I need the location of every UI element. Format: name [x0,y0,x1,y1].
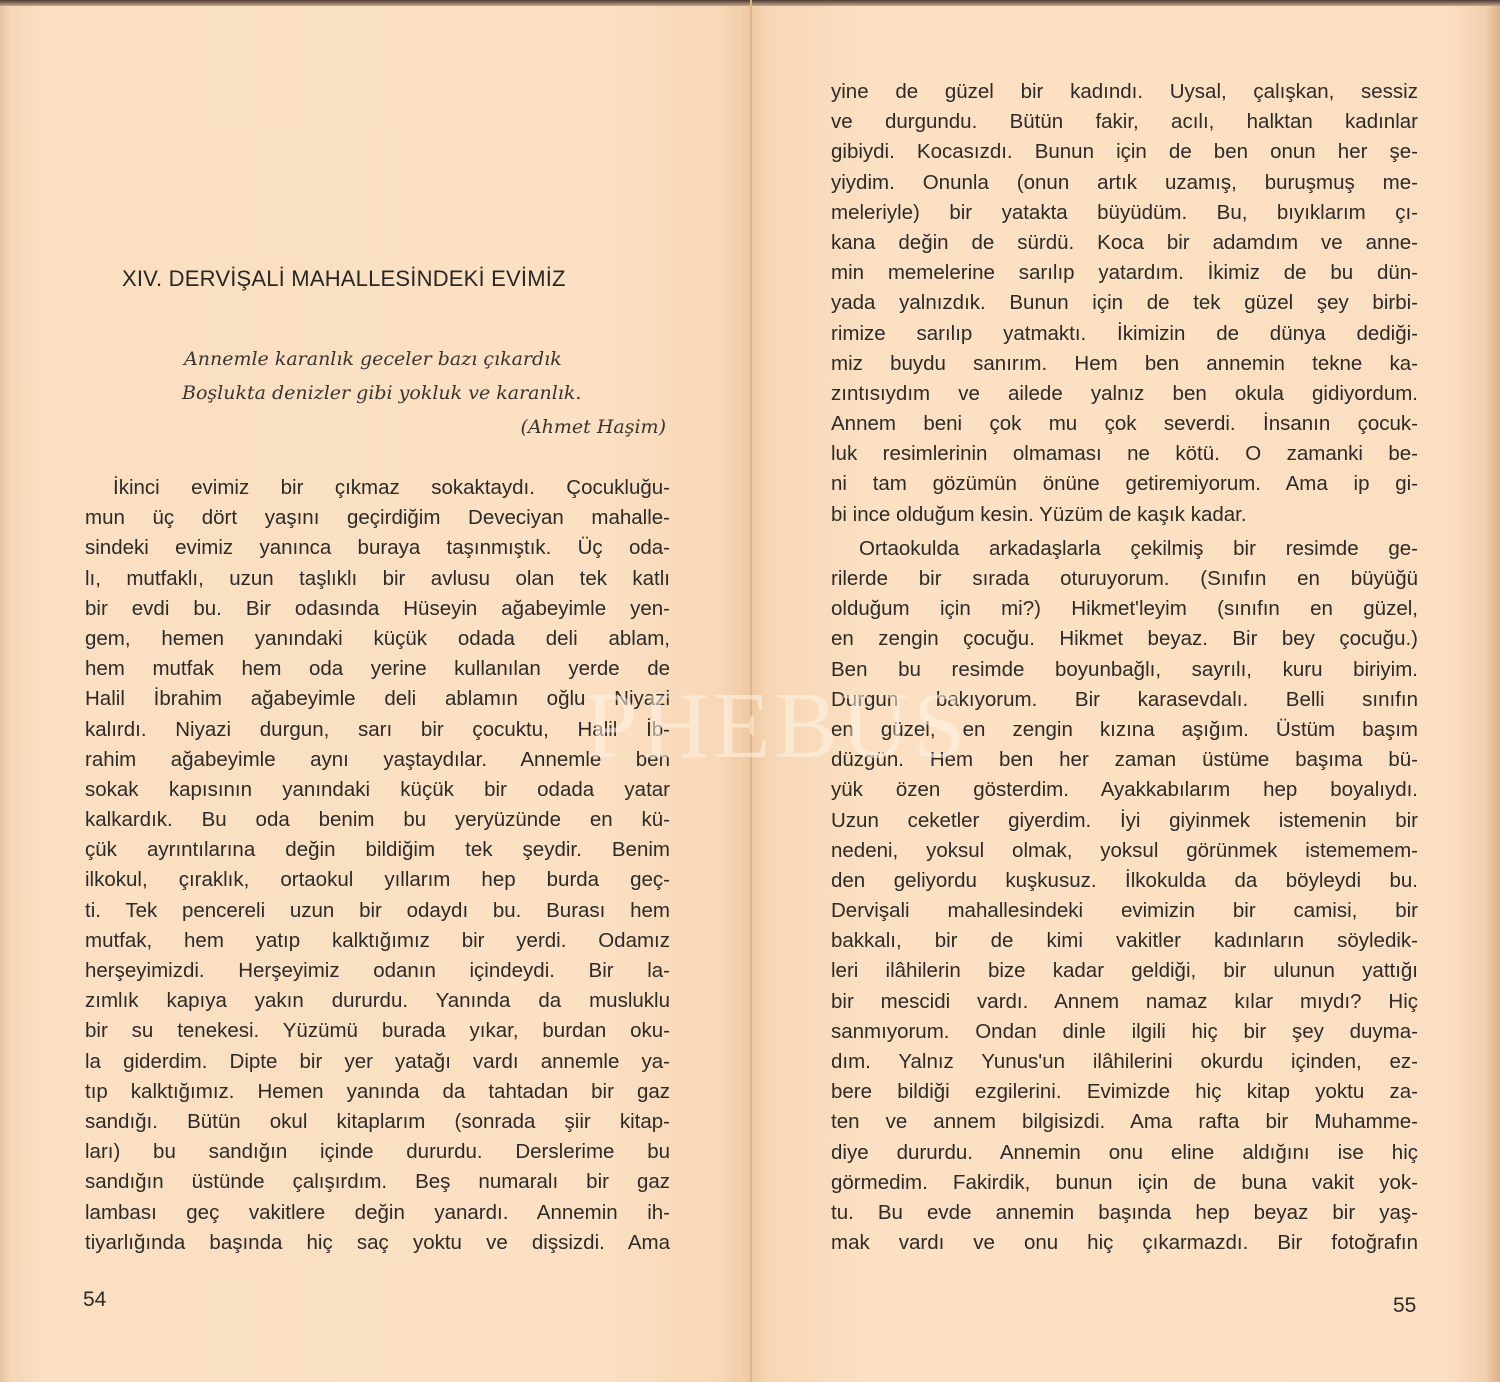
epigraph [170,342,666,444]
text-line: görmedim. Fakirdik, bunun için de buna vakit yok- [831,1170,1418,1194]
text-line: sandığı. Bütün okul kitaplarım (sonrada şiir kitap- [85,1109,670,1133]
text-line: ten ve annem bilgisizdi. Ama rafta bir Muhamme- [831,1110,1418,1134]
text-line: lı, mutfaklı, uzun taşlıklı bir avlusu olan tek katlı [85,566,670,590]
text-line: rimize sarılıp yatmaktı. İkimizin de dünya dediği- [831,321,1418,345]
text-line: kalırdı. Niyazi durgun, sarı bir çocuktu, Halil İb- [85,717,670,741]
text-line: rahim ağabeyimle aynı yaştaydılar. Annemle ben [85,747,670,771]
text-line: min memelerine sarılıp yatardım. İkimiz de bu dün- [831,261,1418,285]
text-line: nedeni, yoksul olmak, yoksul görünmek istememem- [831,838,1418,862]
text-line: herşeyimizdi. Herşeyimiz odanın içindeydi. Bir la- [85,959,670,982]
text-line: ları) bu sandığın içinde dururdu. Derslerime bu [85,1140,670,1164]
text-line: gibiydi. Kocasızdı. Bunun için de ben onun her şe- [831,140,1418,164]
text-line: meleriyle) bir yatakta büyüdüm. Bu, bıyıklarım çı- [831,200,1418,224]
text-line: zımlık kapıya yakın dururdu. Yanında da musluklu [85,989,670,1013]
text-line: bakkalı, bir de kimi vakitler kadınların söyledik- [831,929,1418,953]
text-line: olduğum için mi?) Hikmet'leyim (sınıfın en güzel, [831,597,1418,621]
text-line: bir mescidi vardı. Annem namaz kılar mıydı? Hiç [831,989,1418,1013]
text-line: en güzel, en zengin kızına aşığım. Üstüm başım [831,717,1418,741]
text-line: leri ilâhilerin bize kadar geldiği, bir ulunun yattığı [831,959,1418,983]
text-line: düzgün. Hem ben her zaman üstüme başıma bü- [831,748,1418,772]
text-line: lambası geç vakitlere değin yanardı. Annemin ih- [85,1200,670,1224]
watermark: PHEBUS [585,674,970,778]
text-line: bi ince olduğum kesin. Yüzüm de kaşık kadar. [831,502,1247,526]
text-line: den geliyordu kuşkusuz. İlkokulda da böyleydi bu. [831,868,1418,892]
text-line: diye dururdu. Annemin onu eline aldığını ise hiç [831,1140,1418,1164]
text-line: bir su tenekesi. Yüzümü burada yıkar, burdan oku- [85,1019,670,1043]
text-line: Halil İbrahim ağabeyimle deli ablamın oğlu Niyazi [85,687,670,711]
page-number-left: 54 [83,1288,107,1311]
chapter-title: XIV. DERVİŞALİ MAHALLESİNDEKİ EVİMİZ [122,266,566,291]
text-line: gem, hemen yanındaki küçük odada deli ablam, [85,626,670,650]
text-line: tu. Bu evde annemin başında hep beyaz bir yaş- [831,1200,1418,1224]
text-line: hem mutfak hem oda yerine kullanılan yerde de [85,657,670,681]
text-line: la giderdim. Dipte bir yer yatağı vardı annemle ya- [85,1049,670,1073]
epigraph-line: Boşlukta denizler gibi yokluk ve karanlık. [182,382,582,404]
text-line: bir evdi bu. Bir odasında Hüseyin ağabeyimle yen- [85,596,670,620]
text-line: yada yalnızdık. Bunun için de tek güzel şey birbi- [831,291,1418,315]
text-line: Uzun ceketler giyerdim. İyi giyinmek istemenin bir [831,808,1418,832]
text-line: çük ayrıntılarına değin bildiğim tek şeydir. Benim [85,838,670,862]
text-line: sokak kapısının yanındaki küçük bir odada yatar [85,777,670,801]
text-line: tiyarlığında başında hiç saç yoktu ve dişsizdi. Ama [85,1230,670,1254]
text-line: Annem beni çok mu çok severdi. İnsanın çocuk- [831,412,1418,436]
text-line: luk resimlerinin olmaması ne kötü. O zamanki be- [831,442,1418,466]
text-line: Durgun bakıyorum. Bir karasevdalı. Belli sınıfın [831,687,1418,711]
text-line: yük özen gösterdim. Ayakkabılarım hep boyalıydı. [831,778,1418,802]
text-line: sanmıyorum. Ondan dinle ilgili hiç bir şey duyma- [831,1019,1418,1043]
left-page-body [85,473,670,1258]
book-gutter [750,0,752,1382]
text-line: zıntısıydım ve ailede yalnız ben okula gidiyordum. [831,381,1418,405]
text-line: kalkardık. Bu oda benim bu yeryüzünde en kü- [85,808,670,832]
text-line: ve durgundu. Bütün fakir, acılı, halktan kadınlar [831,110,1418,134]
text-line: Ben bu resimde boyunbağlı, sayrılı, kuru biriyim. [831,657,1418,681]
text-line: Ortaokulda arkadaşlarla çekilmiş bir resimde ge- [859,536,1418,560]
text-line: miz buydu sanırım. Hem ben annemin tekne ka- [831,351,1418,375]
text-line: en zengin çocuğu. Hikmet beyaz. Bir bey çocuğu.) [831,627,1418,651]
text-line: yine de güzel bir kadındı. Uysal, çalışkan, sessiz [831,80,1418,103]
text-line: İkinci evimiz bir çıkmaz sokaktaydı. Çocukluğu- [113,476,670,499]
text-line: ni tam gözümün önüne getiremiyorum. Ama ip gi- [831,472,1418,496]
text-line: dım. Yalnız Yunus'un ilâhilerini okurdu içinden, ez- [831,1050,1418,1073]
page-number-right: 55 [1393,1294,1417,1317]
text-line: kana değin de sürdü. Koca bir adamdım ve anne- [831,230,1418,254]
text-line: yiydim. Onunla (onun artık uzamış, buruşmuş me- [831,170,1418,194]
epigraph-line: Annemle karanlık geceler bazı çıkardık [184,348,562,370]
right-page-body [831,77,1418,1258]
epigraph-attribution: (Ahmet Haşim) [520,416,666,438]
text-line: mun üç dört yaşını geçirdiğim Deveciyan mahalle- [85,506,670,530]
text-line: mak vardı ve onu hiç çıkarmazdı. Bir fotoğrafın [831,1231,1418,1255]
text-line: ilkokul, çıraklık, ortaokul yıllarım hep burda geç- [85,868,670,892]
text-line: Dervişali mahallesindeki evimizin bir camisi, bir [831,899,1418,923]
text-line: rilerde bir sırada oturuyorum. (Sınıfın en büyüğü [831,567,1418,590]
text-line: bere bildiği ezgilerini. Evimizde hiç kitap yoktu za- [831,1080,1418,1104]
text-line: sandığın üstünde çalışırdım. Beş numaralı bir gaz [85,1170,670,1194]
text-line: sindeki evimiz yanınca buraya taşınmıştık. Üç oda- [85,536,670,560]
text-line: tıp kalktığımız. Hemen yanında da tahtadan bir gaz [85,1079,670,1103]
text-line: mutfak, hem yatıp kalktığımız bir yerdi. Odamız [85,928,670,952]
text-line: ti. Tek pencereli uzun bir odaydı bu. Burası hem [85,898,670,922]
